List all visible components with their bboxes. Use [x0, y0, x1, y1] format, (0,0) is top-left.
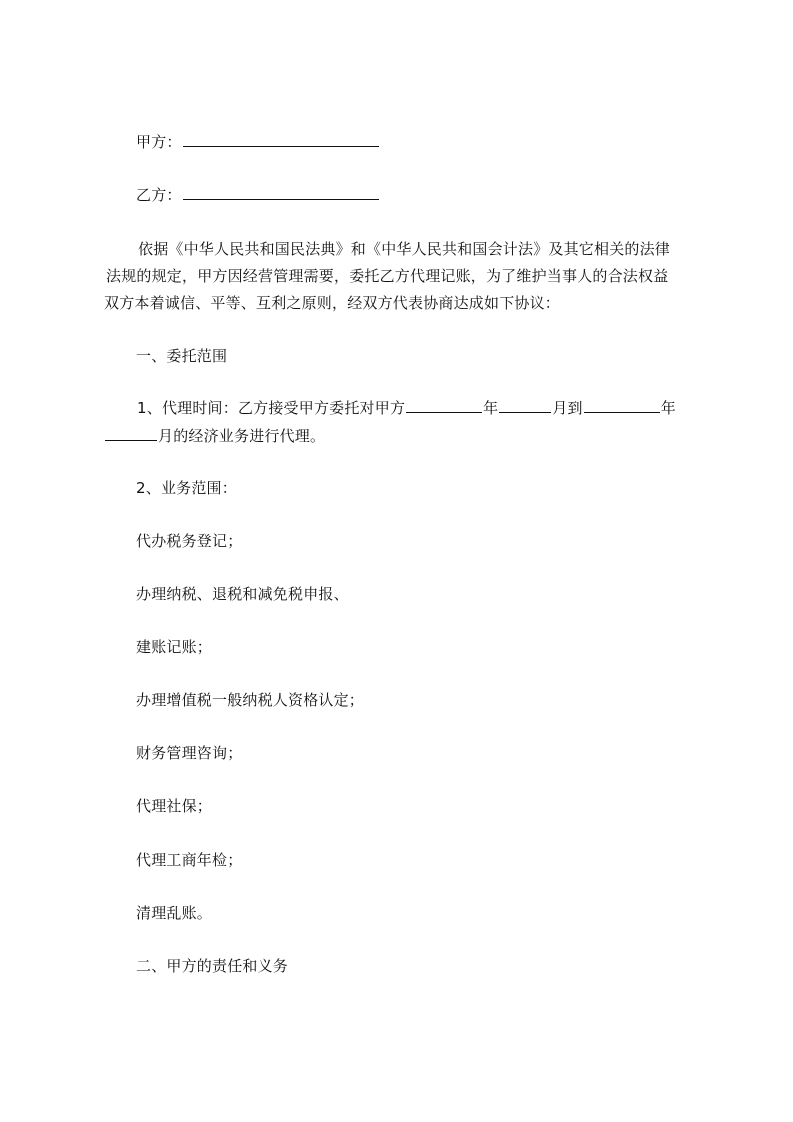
party-b-blank: [183, 185, 379, 200]
party-a-label: 甲方：: [136, 133, 182, 151]
scope-item: 办理纳税、退税和减免税申报、: [136, 585, 349, 603]
agency-period-line-2: [104, 426, 325, 446]
business-scope-heading: 2、业务范围：: [136, 479, 237, 497]
start-month-label: 月到: [552, 399, 583, 417]
preamble-line-3: 双方本着诚信、平等、互利之原则，经双方代表协商达成如下协议：: [104, 294, 561, 312]
end-year-blank: [584, 398, 660, 413]
scope-item: 代办税务登记；: [136, 532, 243, 550]
start-year-label: 年: [483, 399, 499, 417]
party-a-blank: [183, 132, 379, 147]
agency-period-line-1: [137, 398, 676, 418]
scope-item: 清理乱账。: [136, 904, 213, 922]
preamble-line-1: 依据《中华人民共和国民法典》和《中华人民共和国会计法》及其它相关的法律: [138, 240, 671, 258]
scope-item: 代理工商年检；: [136, 851, 243, 869]
agency-period-suffix: 月的经济业务进行代理。: [158, 427, 326, 445]
scope-item: 财务管理咨询；: [136, 744, 243, 762]
scope-item: 办理增值税一般纳税人资格认定；: [136, 691, 365, 709]
start-month-blank: [499, 398, 551, 413]
scope-item: 建账记账；: [136, 638, 213, 656]
agency-period-prefix: 1、代理时间：乙方接受甲方委托对甲方: [137, 399, 406, 417]
end-month-blank: [105, 426, 157, 441]
section-2-heading: 二、甲方的责任和义务: [136, 957, 289, 975]
scope-item: 代理社保；: [136, 797, 213, 815]
section-1-heading: 一、委托范围: [136, 347, 228, 365]
party-b-label: 乙方：: [136, 186, 182, 204]
party-a-line: [136, 132, 380, 152]
party-b-line: [136, 185, 380, 205]
preamble-line-2: 法规的规定，甲方因经营管理需要，委托乙方代理记账，为了维护当事人的合法权益: [106, 267, 669, 285]
start-year-blank: [406, 398, 482, 413]
end-year-label: 年: [660, 399, 676, 417]
